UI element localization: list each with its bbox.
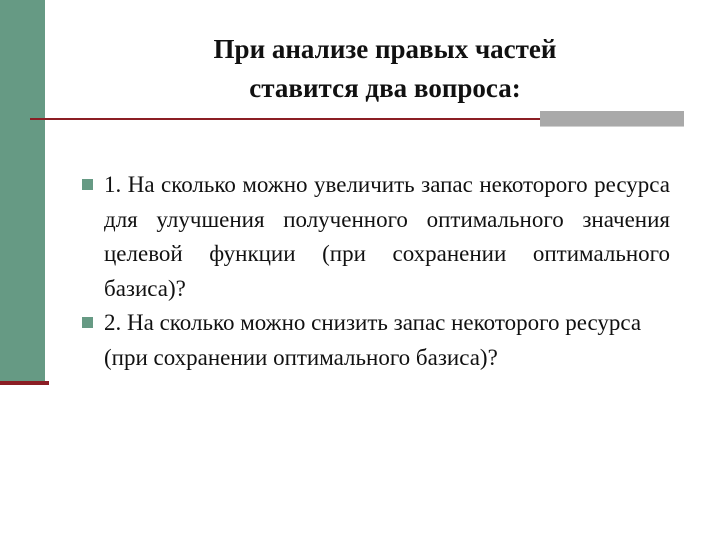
sidebar-accent-underline <box>0 381 49 385</box>
slide-title <box>140 30 630 108</box>
slide-body <box>82 168 670 376</box>
sidebar-accent-bar <box>0 0 45 383</box>
bullet-item-1 <box>82 168 670 306</box>
slide-title-line-1: При анализе правых частей <box>213 34 557 64</box>
bullet-item-2 <box>82 306 670 375</box>
slide-title-line-2: ставится два вопроса: <box>249 73 521 103</box>
bullet-item-1-text: 1. На сколько можно увеличить запас некоторого ресурса для улучшения полученного оптимального значения целевой функции (при сохранении оптимального базиса)? <box>104 172 670 301</box>
title-divider-accent-shadow <box>540 126 684 127</box>
square-bullet-icon <box>82 317 93 328</box>
square-bullet-icon <box>82 179 93 190</box>
bullet-item-2-text: 2. На сколько можно снизить запас некоторого ресурса (при сохранении оптимального базиса)? <box>104 310 642 370</box>
title-divider-accent-block <box>540 111 684 127</box>
